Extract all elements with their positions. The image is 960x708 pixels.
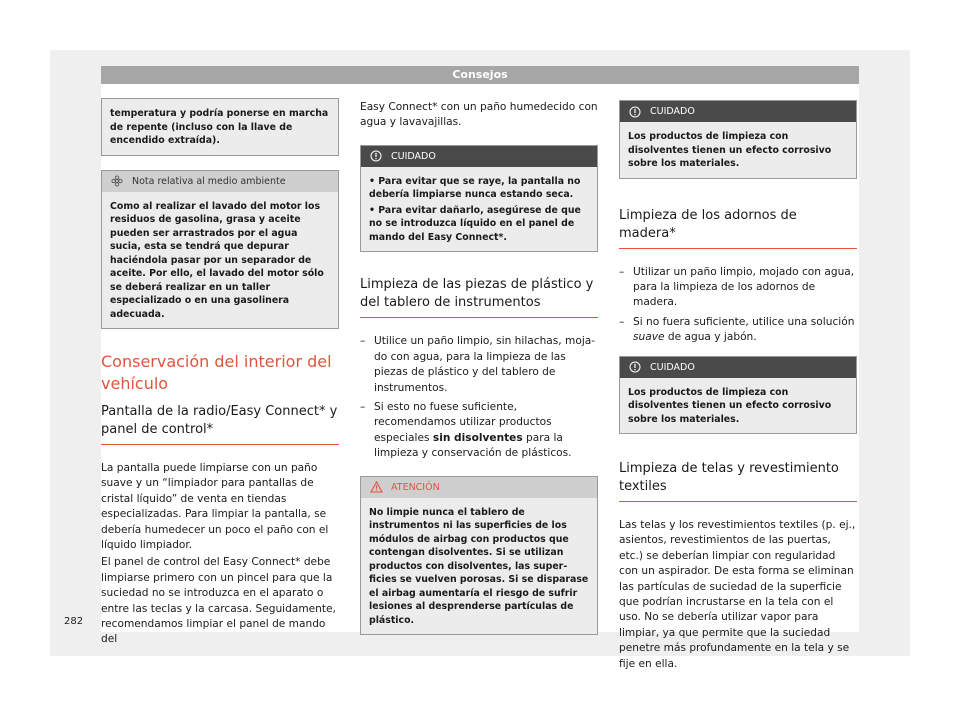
environment-note-header	[102, 171, 338, 192]
info-circle-icon	[628, 360, 642, 374]
paragraph-continuation: Easy Connect* con un paño humedecido con agua y lavavajillas.	[360, 101, 598, 129]
caution-title: CUIDADO	[650, 106, 695, 117]
list-item: – Si esto no fuese suficiente, recomendamos utilizar productos especiales sin disolventes para la limpieza y conservación de plásticos.	[360, 400, 598, 462]
warning-body: No limpie nunca el tablero de instrumentos ni las superficies de los módulos de airbag con productos que contengan disolventes. Si se utilizan productos con disolventes, las superficies se vuelven porosas. Si se disparase el airbag aumentaría el riesgo de sufrir lesiones al desprenderse partículas de plástico.	[369, 506, 589, 626]
column-2	[360, 84, 598, 649]
subsection-title-radio: Pantalla de la radio/Easy Connect* y panel de control*	[101, 403, 339, 445]
caution-box-screen	[360, 145, 598, 253]
info-circle-icon	[628, 105, 642, 119]
page-header: Consejos	[101, 66, 859, 84]
flower-icon	[110, 174, 124, 188]
caution-header	[361, 146, 597, 167]
subsection-title-textiles: Limpieza de telas y revestimiento textiles	[619, 460, 857, 502]
caution-bullet-2: • Para evitar dañarlo, asegúrese de que no se introduzca líquido en el panel de mando del Easy Connect*.	[369, 204, 581, 243]
warning-continuation-box	[101, 98, 339, 156]
column-1	[101, 84, 339, 648]
subsection-title-plastic: Limpieza de las piezas de plástico y del tablero de instrumentos	[360, 276, 598, 318]
caution-body: Los productos de limpieza con disolventes tienen un efecto corrosivo sobre los materiales.	[628, 131, 832, 169]
caution-header	[620, 101, 856, 122]
caution-box-solvents-2	[619, 356, 857, 435]
environment-note-title: Nota relativa al medio ambiente	[132, 175, 286, 187]
caution-bullet-1: • Para evitar que se raye, la pantalla no debería limpiarse nunca estando seca.	[369, 175, 581, 201]
wood-cleaning-list	[619, 265, 857, 346]
warning-triangle-icon	[369, 480, 383, 494]
section-title: Conservación del interior del vehículo	[101, 352, 332, 393]
warning-header	[361, 477, 597, 498]
caution-box-solvents-1	[619, 100, 857, 179]
warning-title: ATENCIÓN	[391, 481, 440, 493]
page-number: 282	[64, 616, 84, 627]
caution-header	[620, 357, 856, 378]
paragraph-textiles: Las telas y los revestimientos textiles (p. ej., asientos, revestimientos de las puertas, etc.) se deberían limpiar con regularidad con un aspirador. De esta forma se eliminan las partículas de suciedad de la superficie que podrían incrustarse en la tela con el uso. No se debería utilizar vapor para limpiar, ya que permite que la suciedad penetre más profundamente en la tela y se fije en ella.	[619, 519, 856, 670]
caution-body	[361, 167, 597, 252]
warning-continuation-text: temperatura y podría ponerse en marcha de repente (incluso con la llave de encendido extraída).	[110, 108, 329, 146]
caution-title: CUIDADO	[391, 150, 436, 162]
caution-title: CUIDADO	[650, 361, 695, 373]
subsection-title-wood: Limpieza de los adornos de madera*	[619, 207, 857, 249]
paragraph-screen-cleaning: La pantalla puede limpiarse con un paño suave y un “limpiador para pantallas de cristal líquido” de venta en tiendas especializadas. Para limpiar la pantalla, se debería humedecer un poco el paño con el líquido limpiador.	[101, 462, 329, 552]
list-item: – Si no fuera suficiente, utilice una solución suave de agua y jabón.	[619, 315, 857, 346]
caution-body: Los productos de limpieza con disolventes tienen un efecto corrosivo sobre los materiales.	[628, 386, 832, 425]
page-content	[101, 84, 859, 670]
list-item: – Utilizar un paño limpio, mojado con agua, para la limpieza de los adornos de madera.	[619, 265, 857, 311]
warning-box-airbag	[360, 476, 598, 636]
list-item: – Utilice un paño limpio, sin hilachas, mojado con agua, para la limpieza de las piezas de plástico y del tablero de instrumentos.	[360, 334, 598, 396]
column-3	[619, 84, 857, 672]
paragraph-panel-cleaning: El panel de control del Easy Connect* debe limpiarse primero con un pincel para que la suciedad no se introduzca en el aparato o entre las teclas y la carcasa. Seguidamente, recomendamos limpiar el panel de mando del	[101, 556, 336, 646]
environment-note-body: Como al realizar el lavado del motor los residuos de gasolina, grasa y aceite pueden ser arrastrados por el agua sucia, esta se tendrá que depurar haciéndola pasar por un separador de aceite. Por ello, el lavado del motor sólo se deberá realizar en un taller especializado o en una gasolinera adecuada.	[110, 200, 324, 320]
environment-note-box	[101, 170, 339, 330]
info-circle-icon	[369, 149, 383, 163]
plastic-cleaning-list	[360, 334, 598, 461]
